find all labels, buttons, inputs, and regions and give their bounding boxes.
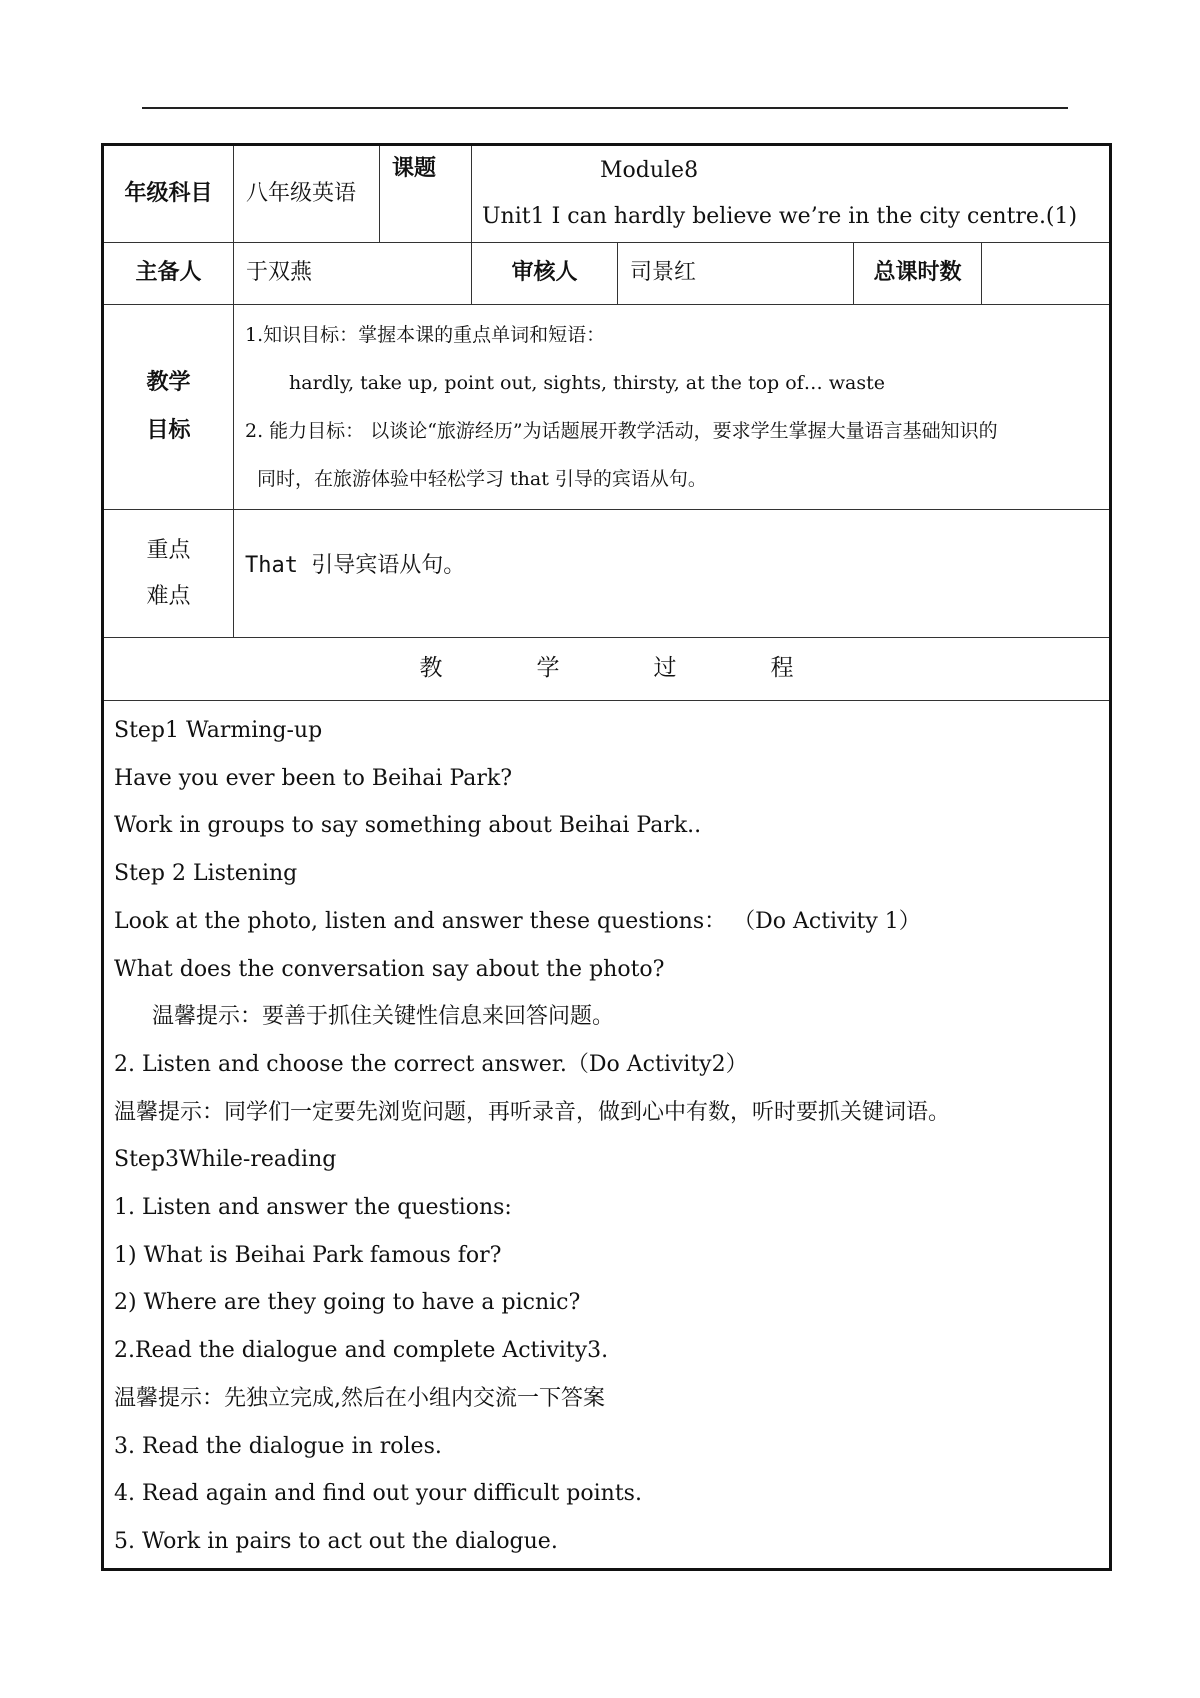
- header-rule: [142, 107, 1068, 109]
- process-line: Look at the photo, listen and answer these questions： （Do Activity 1）: [114, 908, 921, 934]
- goals-label-line2: 目标: [146, 418, 191, 443]
- row-goals: [103, 305, 1111, 510]
- process-line: 4. Read again and find out your difficult points.: [114, 1481, 642, 1507]
- process-heading-char4: 程: [770, 655, 794, 682]
- topic-module: Module8: [600, 158, 699, 183]
- process-line: 3. Read the dialogue in roles.: [114, 1433, 442, 1459]
- topic-value: [472, 145, 1111, 243]
- key-points-label-line1: 重点: [146, 537, 191, 563]
- row-process-content: [103, 701, 1111, 1570]
- grade-subject-value: 八年级英语: [234, 145, 380, 243]
- process-line: 5. Work in pairs to act out the dialogue.: [114, 1528, 558, 1554]
- row-key-points: [103, 510, 1111, 638]
- process-tip: 温馨提示：同学们一定要先浏览问题，再听录音，做到心中有数，听时要抓关键词语。: [114, 1099, 951, 1125]
- goals-label-line1: 教学: [146, 370, 191, 395]
- process-line: Step 2 Listening: [114, 861, 298, 887]
- preparer-value: 于双燕: [234, 243, 472, 305]
- process-heading: [103, 638, 1111, 701]
- process-line: Work in groups to say something about Beihai Park..: [114, 813, 702, 839]
- row-process-heading: [103, 638, 1111, 701]
- lesson-plan-table: [101, 143, 1112, 1571]
- reviewer-label: 审核人: [472, 243, 618, 305]
- goal-ability-cont: 同时，在旅游体验中轻松学习 that 引导的宾语从句。: [257, 468, 707, 490]
- row-topic: [103, 145, 1111, 243]
- reviewer-value: 司景红: [618, 243, 854, 305]
- process-tip: 温馨提示：先独立完成,然后在小组内交流一下答案: [114, 1385, 605, 1411]
- row-staff: [103, 243, 1111, 305]
- key-points-label: [103, 510, 234, 638]
- total-hours-label: 总课时数: [854, 243, 982, 305]
- preparer-label: 主备人: [103, 243, 234, 305]
- goal-vocabulary: hardly, take up, point out, sights, thirsty, at the top of… waste: [289, 372, 885, 394]
- topic-label: 课题: [380, 145, 472, 243]
- goals-label: [103, 305, 234, 510]
- topic-unit: Unit1 I can hardly believe we’re in the city centre.(1): [482, 204, 1078, 229]
- process-line: 1) What is Beihai Park famous for?: [114, 1242, 502, 1268]
- goal-knowledge: 1.知识目标：掌握本课的重点单词和短语：: [245, 324, 606, 346]
- key-points-value: That 引导宾语从句。: [234, 510, 1111, 638]
- process-heading-char1: 教: [419, 655, 443, 682]
- process-line: 1. Listen and answer the questions:: [114, 1195, 512, 1221]
- process-heading-char2: 学: [536, 655, 560, 682]
- process-line: Step1 Warming-up: [114, 718, 323, 743]
- process-tip: 温馨提示：要善于抓住关键性信息来回答问题。: [152, 1004, 615, 1030]
- total-hours-value: [982, 243, 1111, 305]
- process-content: [103, 701, 1111, 1570]
- process-line: 2. Listen and choose the correct answer.（Do Activity2）: [114, 1051, 748, 1077]
- process-line: Have you ever been to Beihai Park?: [114, 765, 513, 791]
- process-line: What does the conversation say about the photo?: [114, 956, 665, 982]
- process-line: 2.Read the dialogue and complete Activity3.: [114, 1338, 609, 1364]
- goals-content: [234, 305, 1111, 510]
- goal-ability: 2. 能力目标： 以谈论“旅游经历”为话题展开教学活动，要求学生掌握大量语言基础知识的: [245, 420, 998, 442]
- process-line: Step3While-reading: [114, 1147, 337, 1173]
- key-points-label-line2: 难点: [146, 583, 191, 609]
- process-line: 2) Where are they going to have a picnic?: [114, 1290, 581, 1316]
- process-heading-char3: 过: [653, 655, 677, 682]
- grade-subject-label: 年级科目: [103, 145, 234, 243]
